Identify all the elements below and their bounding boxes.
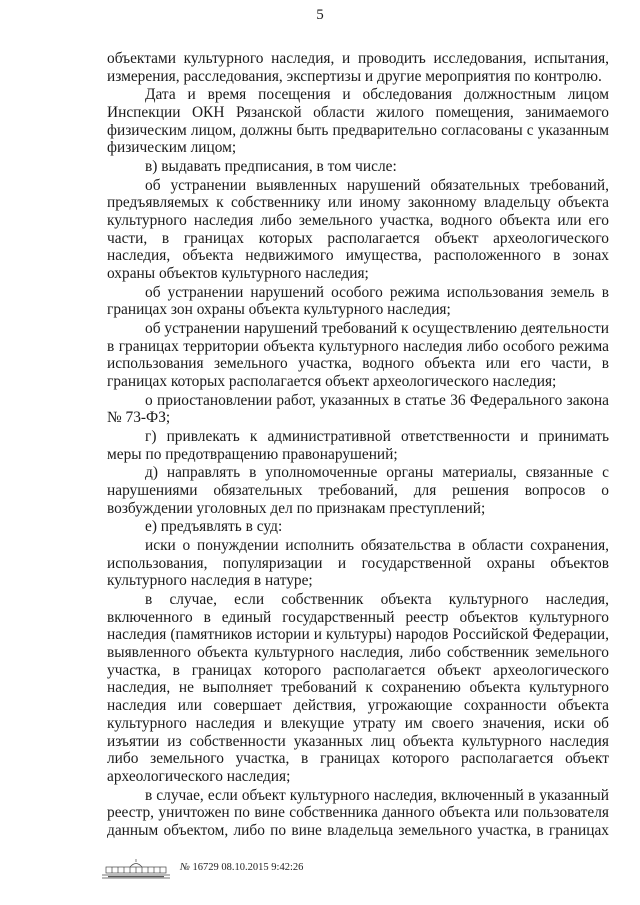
paragraph: об устранении нарушений требований к осуществлению деятельности в границах территории объекта культурного наследия либо особого режима использования земельного участка, водного объекта или его части, в границах которых располагается объект археологического наследия; — [107, 320, 609, 391]
page-number: 5 — [316, 7, 324, 23]
paragraph: е) предъявлять в суд: — [145, 518, 283, 536]
paragraph: иски о понуждении исполнить обязательства в области сохранения, использования, популяризации и государственной охраны объектов культурного наследия в натуре; — [107, 536, 609, 590]
paragraph: г) привлекать к административной ответственности и принимать меры по предотвращению правонарушений; — [107, 428, 609, 463]
paragraph: об устранении выявленных нарушений обязательных требований, предъявляемых к собственнику или иному законному владельцу объекта культурного наследия либо земельного участка, водного объекта или его части, в границах которых располагается объект археологического наследия, объекта недвижимого имущества, расположенного в зонах охраны объектов культурного наследия; — [107, 176, 609, 283]
document-date: 08.10.2015 — [221, 862, 269, 873]
document-footer — [100, 858, 304, 880]
paragraph: в случае, если собственник объекта культурного наследия, включенного в единый государственный реестр объектов культурного наследия (памятников истории и культуры) народов Российской Федерации, выявленного объекта культурного наследия, либо собственник земельного участка, в границах которого располагается объект археологического наследия, не выполняет требований к сохранению объекта культурного наследия или совершает действия, угрожающие сохранности объекта культурного наследия и влекущие утрату им своего значения, иски об изъятии из собственности указанных лиц объекта культурного наследия либо земельного участка, в границах которого располагается объект археологического наследия; — [107, 590, 609, 785]
paragraph: в) выдавать предписания, в том числе: — [145, 158, 397, 175]
document-number: 16729 — [192, 862, 219, 873]
paragraph: о приостановлении работ, указанных в статье 36 Федерального закона № 73-ФЗ; — [107, 391, 609, 427]
paragraph: об устранении нарушений особого режима использования земель в границах зон охраны объекта культурного наследия; — [107, 283, 609, 319]
document-time: 9:42:26 — [271, 862, 304, 873]
document-body — [107, 50, 609, 841]
paragraph: д) направлять в уполномоченные органы материалы, связанные с нарушениями обязательных требований, для решения вопросов о возбуждении уголовных дел по признакам преступлений; — [107, 464, 609, 517]
number-sign: № — [180, 862, 190, 873]
document-id-stamp — [180, 862, 303, 873]
building-seal-icon — [100, 858, 172, 880]
paragraph: в случае, если объект культурного наследия, включенный в указанный реестр, уничтожен по вине собственника данного объекта или пользователя данным объектом, либо по вине владельца земельного участка, в границах — [107, 786, 609, 839]
paragraph: объектами культурного наследия, и проводить исследования, испытания, измерения, расследования, экспертизы и другие мероприятия по контролю. — [107, 50, 609, 85]
paragraph: Дата и время посещения и обследования должностным лицом Инспекции ОКН Рязанской области жилого помещения, занимаемого физическим лицом, должны быть предварительно согласованы с указанным физическим лицом; — [107, 86, 609, 157]
